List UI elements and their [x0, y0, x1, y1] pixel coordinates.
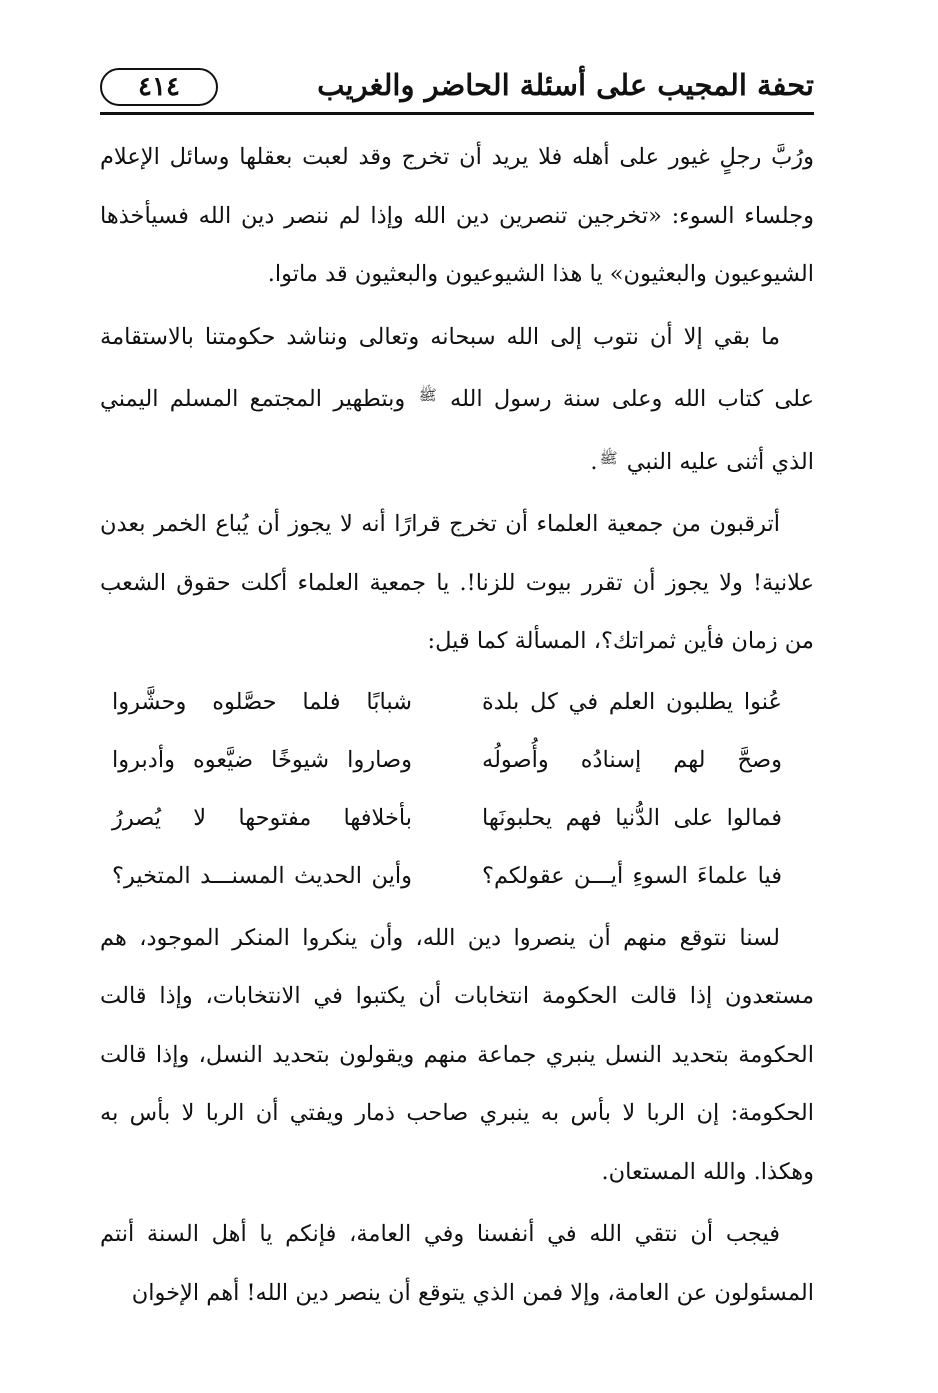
verse-second-hemistich: وأين الحديث المسنـــد المتخير؟	[112, 862, 412, 889]
poem-verse	[100, 789, 814, 847]
header-divider	[100, 112, 814, 115]
paragraph-2-text-a: ما بقي إلا أن نتوب إلى الله سبحانه وتعالى ونناشد حكومتنا بالاستقامة على كتاب الله وعلى سنة رسول الله	[100, 323, 815, 412]
salutation-symbol: ﷺ	[599, 448, 618, 467]
paragraph-2	[100, 308, 814, 492]
verse-first-hemistich: فيا علماءَ السوءِ أيـــن عقولكم؟	[482, 862, 782, 889]
paragraph-1: ورُبَّ رجلٍ غيور على أهله فلا يريد أن تخرج وقد لعبت بعقلها وسائل الإعلام وجلساء السوء: «تخرجين تنصرين دين الله وإذا لم ننصر دين الله فسيأخذها الشيوعيون والبعثيون» يا هذا الشيوعيون والبعثيون قد ماتوا.	[100, 144, 814, 287]
paragraph-3: أترقبون من جمعية العلماء أن تخرج قرارًا أنه لا يجوز أن يُباع الخمر بعدن علانية! ولا يجوز أن تقرر بيوت للزنا!. يا جمعية العلماء أكلت حقوق الشعب من زمان فأين ثمراتك؟، المسألة كما قيل:	[100, 511, 814, 654]
verse-first-hemistich: وصحَّ لهم إسنادُه وأُصولُه	[482, 746, 782, 773]
verse-second-hemistich: شبابًا فلما حصَّلوه وحشَّروا	[112, 688, 412, 715]
page-number-badge	[100, 68, 218, 106]
salutation-symbol: ﷺ	[418, 386, 437, 404]
paragraph-5: فيجب أن نتقي الله في أنفسنا وفي العامة، فإنكم يا أهل السنة أنتم المسئولون عن العامة، وإلا فمن الذي يتوقع أن ينصر دين الله! أهم الإخوان	[100, 1221, 814, 1306]
verse-second-hemistich: بأخلافها مفتوحها لا يُصررُ	[112, 804, 412, 831]
verse-first-hemistich: فمالوا على الدُّنيا فهم يحلبونَها	[482, 804, 782, 831]
poem-verse	[100, 731, 814, 789]
poem	[100, 673, 814, 905]
paragraph-4: لسنا نتوقع منهم أن ينصروا دين الله، وأن ينكروا المنكر الموجود، هم مستعدون إذا قالت الحكومة انتخابات أن يكتبوا في الانتخابات، وإذا قالت الحكومة بتحديد النسل ينبري جماعة منهم ويقولون بتحديد النسل، وإذا قالت الحكومة: إن الربا لا بأس به ينبري صاحب ذمار ويفتي أن الربا لا بأس به وهكذا. والله المستعان.	[100, 924, 814, 1185]
verse-first-hemistich: عُنوا يطلبون العلم في كل بلدة	[482, 688, 782, 715]
page-body	[100, 128, 814, 1322]
paragraph-2-text-b: وبتطهير المجتمع المسلم اليمني الذي أثنى عليه النبي	[100, 386, 814, 475]
running-title: تحفة المجيب على أسئلة الحاضر والغريب	[317, 68, 814, 102]
page-number: ٤١٤	[138, 72, 180, 102]
poem-verse	[100, 847, 814, 905]
verse-second-hemistich: وصاروا شيوخًا ضيَّعوه وأدبروا	[112, 746, 412, 773]
page-header	[100, 62, 814, 122]
poem-verse	[100, 673, 814, 731]
paragraph-2-end: .	[590, 448, 598, 475]
